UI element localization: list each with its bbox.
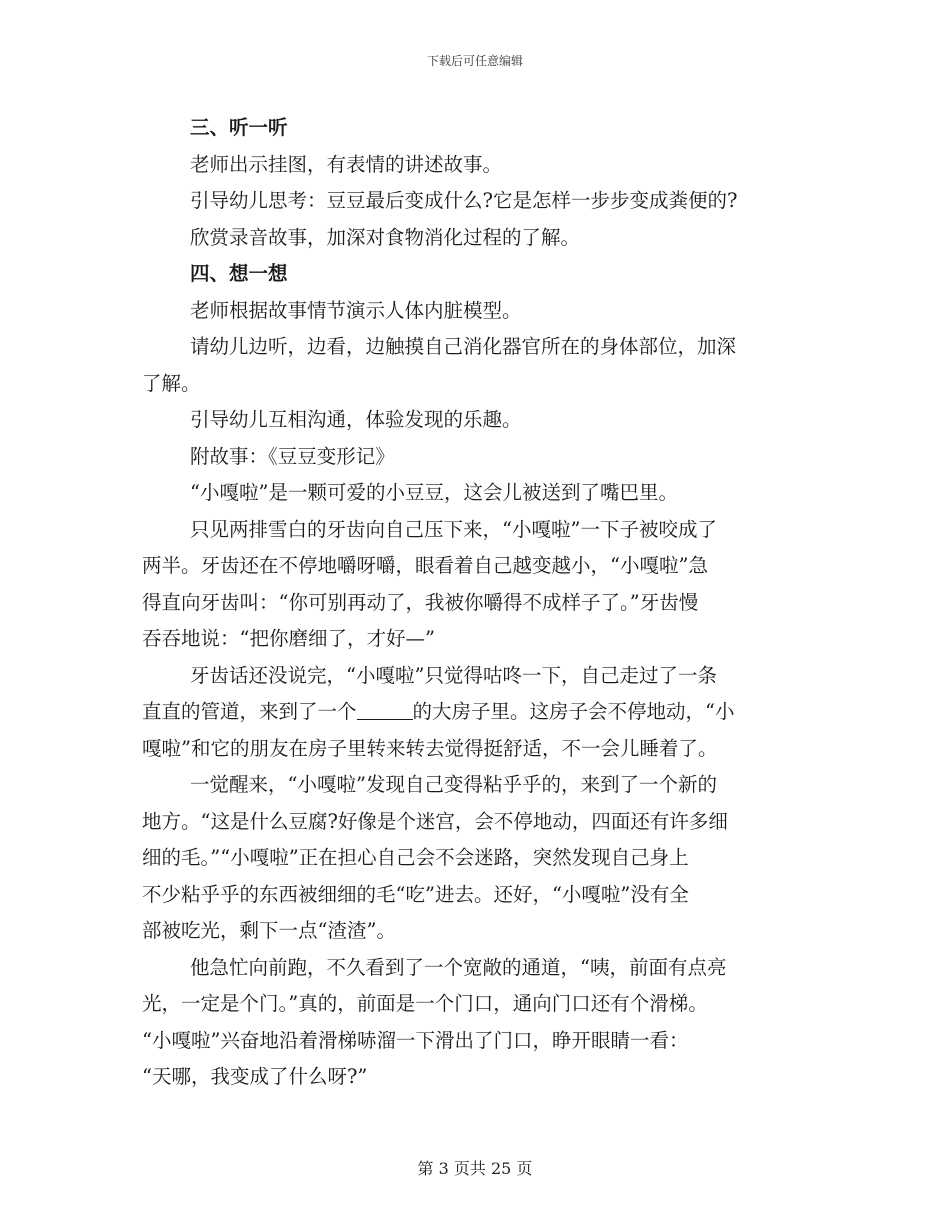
paragraph-line: 老师根据故事情节演示人体内脏模型。 [190,298,522,322]
paragraph-line: 细的毛。”“小嘎啦”正在担心自己会不会迷路，突然发现自己身上 [142,846,689,869]
paragraph-line: 光，一定是个门。”真的，前面是一个门口，通向门口还有个滑梯。 [142,992,708,1015]
paragraph-line: 老师出示挂图，有表情的讲述故事。 [190,152,503,176]
paragraph-line: “天哪，我变成了什么呀?” [142,1065,368,1088]
paragraph-line: 部被吃光，剩下一点“渣渣”。 [142,919,396,942]
section-heading-listen: 三、听一听 [190,116,288,139]
page-header: 下载后可任意编辑 [426,54,523,68]
paragraph-line: “小嘎啦”兴奋地沿着滑梯哧溜一下滑出了门口，睁开眼睛一看： [142,1028,689,1052]
paragraph-line: 地方。“这是什么豆腐?好像是个迷宫，会不停地动，四面还有许多细 [142,809,728,833]
paragraph-line-with-blank [142,694,808,731]
paragraph-line: 引导幼儿互相沟通，体验发现的乐趣。 [190,408,522,431]
blank-line-prefix: 直直的管道，来到了一个 [142,700,357,723]
section-heading-think: 四、想一想 [190,262,288,285]
paragraph-line: 不少粘乎乎的东西被细细的毛“吃”进去。还好，“小嘎啦”没有全 [142,882,689,906]
page-number-footer: 第 3 页共 25 页 [417,1159,533,1178]
paragraph-line: “小嘎啦”是一颗可爱的小豆豆，这会儿被送到了嘴巴里。 [190,481,678,504]
paragraph-line: 嘎啦”和它的朋友在房子里转来转去觉得挺舒适，不一会儿睡着了。 [142,736,718,760]
paragraph-line: 了解。 [142,371,201,395]
fill-in-blank [357,699,413,720]
paragraph-line: 请幼儿边听，边看，边触摸自己消化器官所在的身体部位，加深 [190,335,737,358]
paragraph-line: 欣赏录音故事，加深对食物消化过程的了解。 [190,225,581,249]
paragraph-line: 他急忙向前跑，不久看到了一个宽敞的通道，“咦，前面有点亮 [190,955,727,979]
story-title: 附故事：《豆豆变形记》 [190,444,395,468]
paragraph-line: 引导幼儿思考：豆豆最后变成什么?它是怎样一步步变成粪便的? [190,189,738,212]
blank-line-suffix: 的大房子里。这房子会不停地动，“小 [412,700,735,723]
paragraph-line: 得直向牙齿叫：“你可别再动了，我被你嚼得不成样子了。”牙齿慢 [142,590,699,614]
paragraph-line: 吞吞地说：“把你磨细了，才好—” [142,627,435,650]
document-body [142,110,808,1096]
paragraph-line: 两半。牙齿还在不停地嚼呀嚼，眼看着自己越变越小，“小嘎啦”急 [142,554,708,577]
paragraph-line: 牙齿话还没说完，“小嘎啦”只觉得咕咚一下，自己走过了一条 [190,663,717,687]
paragraph-line: 只见两排雪白的牙齿向自己压下来，“小嘎啦”一下子被咬成了 [190,517,717,541]
paragraph-line: 一觉醒来，“小嘎啦”发现自己变得粘乎乎的，来到了一个新的 [190,773,717,796]
